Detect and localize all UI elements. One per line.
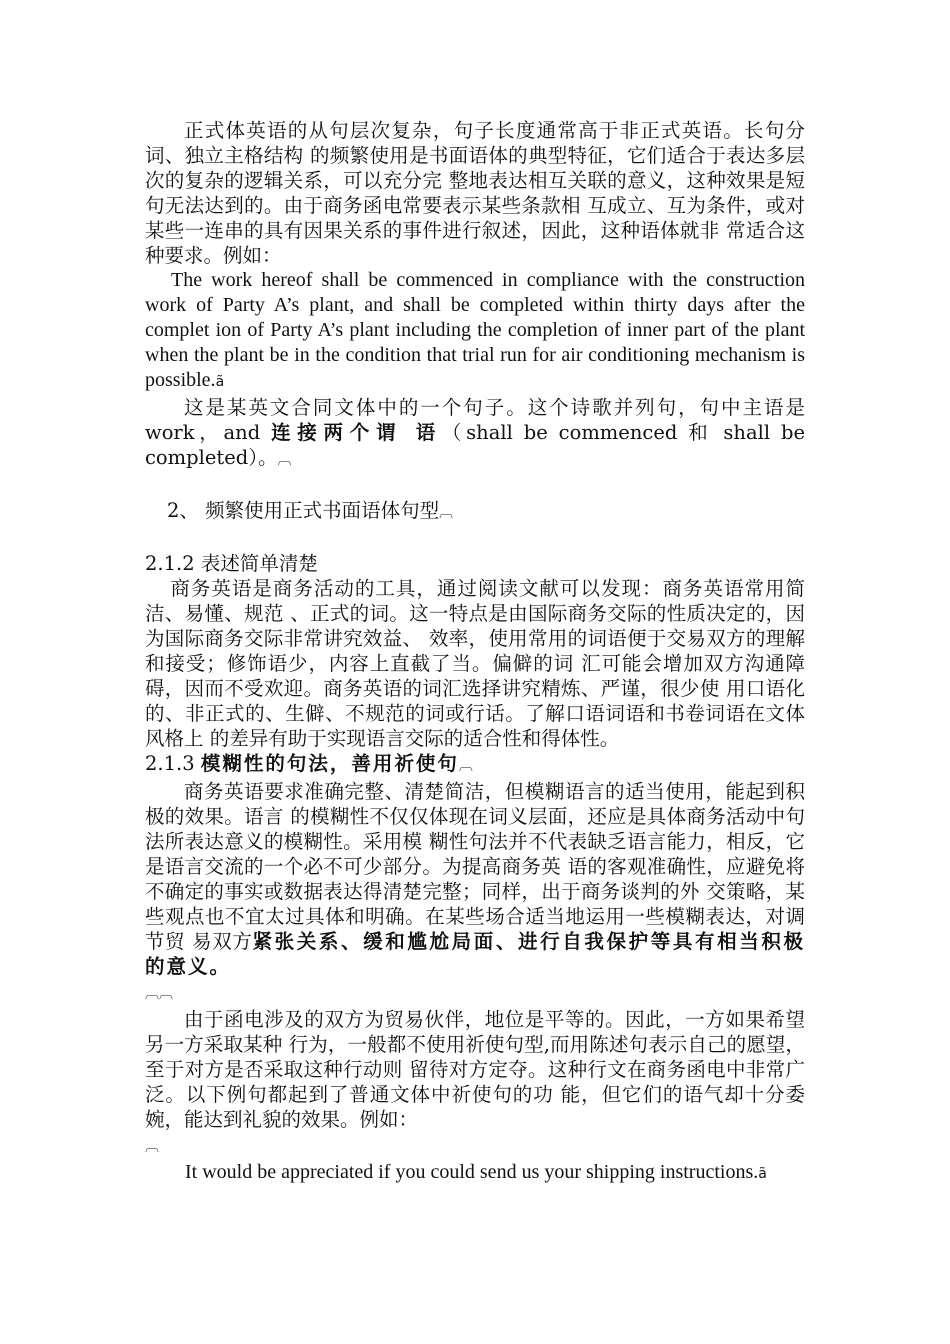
section-heading-2-1-2: [145, 551, 805, 576]
field-mark: ︹︹: [145, 986, 173, 1002]
paragraph-contract-example: [145, 268, 805, 395]
paragraph-formal-clauses: [145, 118, 805, 268]
bold-text: 紧张关系、缓和尴尬局面、进行自我保护等具有相当积极的意义。: [145, 930, 805, 978]
paragraph-shipping-example: [145, 1160, 805, 1187]
paragraph-text: It would be appreciated if you could send us your shipping instructions.: [185, 1161, 759, 1183]
bold-text: 连接两个谓 语: [271, 421, 442, 444]
paragraph-text: 这是某英文合同文体中的一个句子。这个诗歌并列句，句中主语是 work，and: [145, 396, 805, 444]
heading-number: 2.1.3: [145, 752, 201, 775]
spacer: [145, 473, 805, 498]
field-mark: ︹: [458, 758, 473, 774]
field-mark: ︹: [277, 452, 292, 468]
heading-text: 模糊性的句法，善用祈使句: [200, 752, 459, 775]
paragraph-text: 由于函电涉及的双方为贸易伙伴，地位是平等的。因此，一方如果希望另一方采取某种 行为，一般都不使用祈使句型,而用陈述句表示自己的愿望，至于对方是否采取这种行动则 留待对方定夺。这种行文在商务函电中非常广泛。以下例句都起到了普通文体中祈使句的功 能，但它们的语气却十分委婉，能达到礼貌的效果。例如：: [145, 1008, 805, 1131]
heading-text: 2.1.2 表述简单清楚: [145, 552, 318, 575]
field-mark: ã: [215, 374, 225, 390]
paragraph-vague-syntax: [145, 779, 805, 1007]
section-heading-2-1-3: [145, 751, 805, 779]
field-mark: ︹: [439, 505, 454, 521]
heading-text: 2、 频繁使用正式书面语体句型: [167, 499, 440, 522]
paragraph-text: The work hereof shall be commenced in compliance with the construction work of Party A’s plant, and shall be completed within thirty days after the complet ion of Party A’s plant including the completion of inner part of the plant when the plant be in the condition that trial run for air conditioning mechanism is possible.: [145, 269, 805, 391]
document-page: [145, 118, 805, 1187]
field-mark: ã: [758, 1166, 767, 1182]
paragraph-text: （shall be commenced 和 shall be completed）。: [145, 421, 805, 469]
spacer: [145, 526, 805, 551]
paragraph-contract-analysis: [145, 395, 805, 473]
paragraph-imperative: [145, 1007, 805, 1160]
paragraph-simple-clear: [145, 576, 805, 751]
paragraph-text: 正式体英语的从句层次复杂，句子长度通常高于非正式英语。长句分词、独立主格结构 的频繁使用是书面语体的典型特征，它们适合于表达多层次的复杂的逻辑关系，可以充分完 整地表达相互关联的意义，这种效果是短句无法达到的。由于商务函电常要表示某些条款相 互成立、互为条件，或对某些一连串的具有因果关系的事件进行叙述，因此，这种语体就非 常适合这种要求。例如：: [145, 119, 805, 267]
paragraph-text: 商务英语是商务活动的工具，通过阅读文献可以发现：商务英语常用简洁、易懂、规范 、正式的词。这一特点是由国际商务交际的性质决定的，因为国际商务交际非常讲究效益、 效率，使用常用的词语便于交易双方的理解和接受；修饰语少，内容上直截了当。偏僻的词 汇可能会增加双方沟通障碍，因而不受欢迎。商务英语的词汇选择讲究精炼、严谨，很少使 用口语化的、非正式的、生僻、不规范的词或行话。了解口语词语和书卷词语在文体风格上 的差异有助于实现语言交际的适合性和得体性。: [145, 577, 805, 750]
field-mark: ︹: [145, 1139, 159, 1155]
section-heading-2: [145, 498, 805, 526]
paragraph-text: 商务英语要求准确完整、清楚简洁，但模糊语言的适当使用，能起到积极的效果。语言 的模糊性不仅仅体现在词义层面，还应是具体商务活动中句法所表达意义的模糊性。采用模 糊性句法并不代表缺乏语言能力，相反，它是语言交流的一个必不可少部分。为提高商务英 语的客观准确性，应避免将不确定的事实或数据表达得清楚完整；同样，出于商务谈判的外 交策略，某些观点也不宜太过具体和明确。在某些场合适当地运用一些模糊表达，对调节贸 易双方: [145, 780, 805, 953]
